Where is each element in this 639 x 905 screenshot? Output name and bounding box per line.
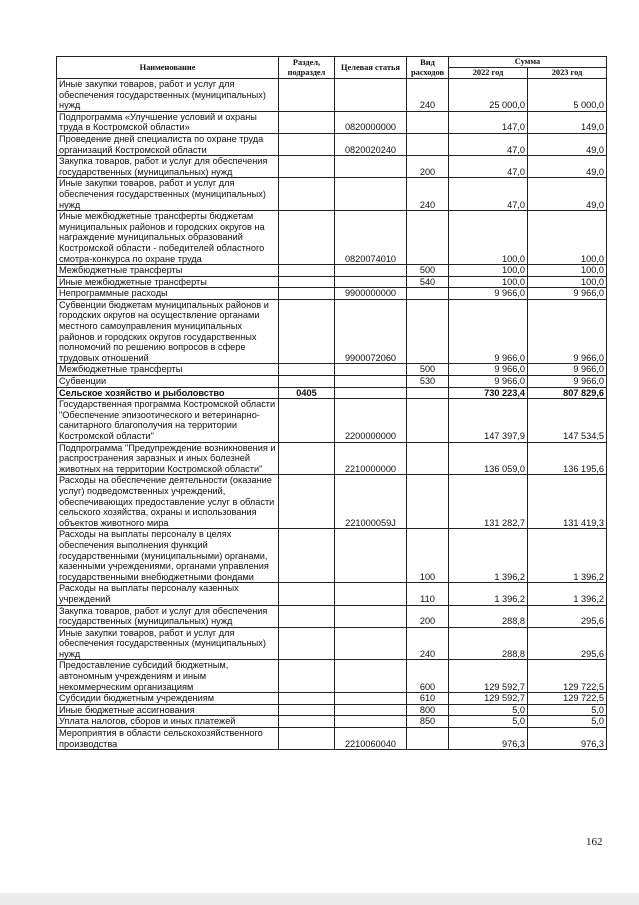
cell-section (279, 399, 335, 442)
cell-section (279, 605, 335, 627)
cell-type (407, 299, 449, 364)
cell-target (335, 704, 407, 716)
table-row (57, 716, 607, 728)
page-number: 162 (586, 836, 603, 848)
scan-edge (0, 893, 639, 905)
cell-section (279, 111, 335, 133)
cell-2022: 147,0 (449, 111, 528, 133)
cell-target (335, 387, 407, 399)
cell-target (335, 693, 407, 705)
cell-section (279, 627, 335, 660)
table-row (57, 265, 607, 277)
cell-2022: 730 223,4 (449, 387, 528, 399)
cell-target (335, 660, 407, 693)
cell-target (335, 178, 407, 211)
header-year-2023: 2023 год (528, 68, 607, 79)
cell-section (279, 442, 335, 475)
cell-name: Государственная программа Костромской области "Обеспечение эпизоотического и ветеринарно-санитарного благополучия на территории Костромской области" (57, 399, 279, 442)
cell-target: 2200000000 (335, 399, 407, 442)
cell-type (407, 475, 449, 529)
cell-name: Уплата налогов, сборов и иных платежей (57, 716, 279, 728)
table-row (57, 399, 607, 442)
cell-name: Иные закупки товаров, работ и услуг для обеспечения государственных (муниципальных) нужд (57, 627, 279, 660)
cell-section (279, 704, 335, 716)
cell-2022: 9 966,0 (449, 288, 528, 300)
cell-type (407, 399, 449, 442)
cell-name: Сельское хозяйство и рыболовство (57, 387, 279, 399)
cell-name: Предоставление субсидий бюджетным, автономным учреждениям и иным некоммерческим организациям (57, 660, 279, 693)
table-row (57, 704, 607, 716)
cell-type: 540 (407, 276, 449, 288)
cell-2022: 1 396,2 (449, 583, 528, 605)
table-row (57, 605, 607, 627)
cell-2022: 47,0 (449, 133, 528, 155)
cell-target (335, 156, 407, 178)
table-row (57, 288, 607, 300)
cell-section (279, 288, 335, 300)
cell-target: 9900000000 (335, 288, 407, 300)
cell-2022: 129 592,7 (449, 693, 528, 705)
cell-target: 2210000000 (335, 442, 407, 475)
cell-type (407, 387, 449, 399)
cell-2023: 295,6 (528, 627, 607, 660)
cell-target (335, 376, 407, 388)
cell-2022: 47,0 (449, 178, 528, 211)
cell-target (335, 276, 407, 288)
header-sum: Сумма (449, 57, 607, 68)
cell-target (335, 605, 407, 627)
cell-section (279, 529, 335, 583)
cell-2022: 5,0 (449, 716, 528, 728)
cell-2023: 100,0 (528, 265, 607, 277)
table-row (57, 728, 607, 750)
cell-2022: 9 966,0 (449, 364, 528, 376)
cell-name: Подпрограмма "Предупреждение возникновения и распространения заразных и иных болезней животных на территории Костромской области" (57, 442, 279, 475)
cell-name: Непрограммные расходы (57, 288, 279, 300)
table-row (57, 156, 607, 178)
cell-2023: 807 829,6 (528, 387, 607, 399)
cell-2023: 149,0 (528, 111, 607, 133)
cell-section (279, 299, 335, 364)
cell-2022: 5,0 (449, 704, 528, 716)
cell-2023: 129 722,5 (528, 693, 607, 705)
cell-2022: 1 396,2 (449, 529, 528, 583)
table-body (57, 79, 607, 750)
cell-target (335, 529, 407, 583)
cell-type: 530 (407, 376, 449, 388)
cell-2023: 5,0 (528, 716, 607, 728)
cell-name: Расходы на обеспечение деятельности (оказание услуг) подведомственных учреждений, обеспечивающих предоставление услуг в области сельского хозяйства, охраны и использования объектов животного мира (57, 475, 279, 529)
cell-target (335, 627, 407, 660)
cell-2022: 288,8 (449, 627, 528, 660)
table-row (57, 211, 607, 265)
table-row (57, 299, 607, 364)
cell-type (407, 211, 449, 265)
cell-name: Расходы на выплаты персоналу казенных учреждений (57, 583, 279, 605)
cell-type: 600 (407, 660, 449, 693)
cell-2023: 9 966,0 (528, 299, 607, 364)
cell-section (279, 133, 335, 155)
cell-section (279, 728, 335, 750)
cell-2023: 49,0 (528, 133, 607, 155)
table-row (57, 583, 607, 605)
cell-type: 240 (407, 79, 449, 112)
cell-section (279, 660, 335, 693)
cell-2023: 49,0 (528, 178, 607, 211)
header-type: Вид расходов (407, 57, 449, 79)
table-row (57, 627, 607, 660)
cell-2022: 25 000,0 (449, 79, 528, 112)
table-row (57, 442, 607, 475)
cell-target: 2210060040 (335, 728, 407, 750)
cell-name: Иные межбюджетные трансферты бюджетам муниципальных районов и городских округов на награждение муниципальных образований Костромской области - победителей областного смотра-конкурса по охране труда (57, 211, 279, 265)
cell-2022: 129 592,7 (449, 660, 528, 693)
cell-section (279, 376, 335, 388)
cell-2022: 9 966,0 (449, 299, 528, 364)
cell-section (279, 276, 335, 288)
cell-type (407, 133, 449, 155)
cell-2023: 136 195,6 (528, 442, 607, 475)
cell-name: Закупка товаров, работ и услуг для обеспечения государственных (муниципальных) нужд (57, 156, 279, 178)
table-row (57, 364, 607, 376)
header-target: Целевая статья (335, 57, 407, 79)
cell-type: 800 (407, 704, 449, 716)
cell-name: Межбюджетные трансферты (57, 265, 279, 277)
cell-section (279, 156, 335, 178)
cell-2023: 9 966,0 (528, 288, 607, 300)
cell-target: 0820020240 (335, 133, 407, 155)
cell-name: Иные закупки товаров, работ и услуг для обеспечения государственных (муниципальных) нужд (57, 79, 279, 112)
cell-type (407, 442, 449, 475)
cell-section (279, 693, 335, 705)
cell-target: 0820000000 (335, 111, 407, 133)
cell-2022: 100,0 (449, 265, 528, 277)
cell-type: 500 (407, 265, 449, 277)
cell-type: 500 (407, 364, 449, 376)
cell-name: Субвенции (57, 376, 279, 388)
cell-section (279, 364, 335, 376)
cell-type: 240 (407, 627, 449, 660)
cell-2023: 9 966,0 (528, 376, 607, 388)
table-row (57, 660, 607, 693)
cell-section (279, 583, 335, 605)
cell-2023: 5 000,0 (528, 79, 607, 112)
cell-target: 221000059Ј (335, 475, 407, 529)
cell-type: 200 (407, 156, 449, 178)
cell-2023: 9 966,0 (528, 364, 607, 376)
header-section: Раздел, подраздел (279, 57, 335, 79)
cell-2022: 131 282,7 (449, 475, 528, 529)
cell-type: 610 (407, 693, 449, 705)
cell-2023: 49,0 (528, 156, 607, 178)
table-row (57, 276, 607, 288)
table-row (57, 387, 607, 399)
cell-2022: 136 059,0 (449, 442, 528, 475)
cell-section (279, 178, 335, 211)
cell-section (279, 716, 335, 728)
cell-type: 200 (407, 605, 449, 627)
cell-2023: 295,6 (528, 605, 607, 627)
cell-2022: 100,0 (449, 276, 528, 288)
cell-type: 110 (407, 583, 449, 605)
cell-name: Субсидии бюджетным учреждениям (57, 693, 279, 705)
cell-2023: 129 722,5 (528, 660, 607, 693)
cell-2022: 47,0 (449, 156, 528, 178)
cell-target: 0820074010 (335, 211, 407, 265)
cell-name: Иные закупки товаров, работ и услуг для обеспечения государственных (муниципальных) нужд (57, 178, 279, 211)
cell-section (279, 79, 335, 112)
budget-table (56, 56, 607, 750)
cell-2023: 100,0 (528, 276, 607, 288)
cell-name: Субвенции бюджетам муниципальных районов и городских округов на осуществление органами местного самоуправления муниципальных районов и городских округов государственных полномочий по решению вопросов в сфере трудовых отношений (57, 299, 279, 364)
cell-2023: 1 396,2 (528, 583, 607, 605)
table-row (57, 178, 607, 211)
cell-2023: 976,3 (528, 728, 607, 750)
cell-section (279, 475, 335, 529)
cell-2023: 100,0 (528, 211, 607, 265)
cell-target (335, 716, 407, 728)
cell-2022: 100,0 (449, 211, 528, 265)
table-row (57, 529, 607, 583)
cell-target: 9900072060 (335, 299, 407, 364)
cell-2023: 5,0 (528, 704, 607, 716)
cell-type: 850 (407, 716, 449, 728)
cell-name: Иные бюджетные ассигнования (57, 704, 279, 716)
cell-target (335, 583, 407, 605)
cell-name: Проведение дней специалиста по охране труда организаций Костромской области (57, 133, 279, 155)
cell-name: Подпрограмма «Улучшение условий и охраны труда в Костромской области» (57, 111, 279, 133)
table-row (57, 376, 607, 388)
cell-2022: 147 397,9 (449, 399, 528, 442)
header-name: Наименование (57, 57, 279, 79)
cell-2022: 9 966,0 (449, 376, 528, 388)
table-row (57, 79, 607, 112)
table-row (57, 111, 607, 133)
cell-2023: 1 396,2 (528, 529, 607, 583)
cell-section (279, 211, 335, 265)
cell-target (335, 364, 407, 376)
cell-name: Межбюджетные трансферты (57, 364, 279, 376)
table-row (57, 693, 607, 705)
cell-type (407, 728, 449, 750)
header-year-2022: 2022 год (449, 68, 528, 79)
table-header (57, 57, 607, 79)
table-row (57, 475, 607, 529)
table-row (57, 133, 607, 155)
cell-2022: 288,8 (449, 605, 528, 627)
cell-section: 0405 (279, 387, 335, 399)
cell-type: 100 (407, 529, 449, 583)
cell-type (407, 111, 449, 133)
cell-2023: 147 534,5 (528, 399, 607, 442)
cell-type: 240 (407, 178, 449, 211)
cell-target (335, 265, 407, 277)
cell-name: Расходы на выплаты персоналу в целях обеспечения выполнения функций государственными (муниципальными) органами, казенными учреждениями, органами управления государственными внебюджетными фондами (57, 529, 279, 583)
cell-name: Мероприятия в области сельскохозяйственного производства (57, 728, 279, 750)
cell-section (279, 265, 335, 277)
cell-2022: 976,3 (449, 728, 528, 750)
cell-name: Иные межбюджетные трансферты (57, 276, 279, 288)
cell-target (335, 79, 407, 112)
cell-name: Закупка товаров, работ и услуг для обеспечения государственных (муниципальных) нужд (57, 605, 279, 627)
cell-type (407, 288, 449, 300)
cell-2023: 131 419,3 (528, 475, 607, 529)
